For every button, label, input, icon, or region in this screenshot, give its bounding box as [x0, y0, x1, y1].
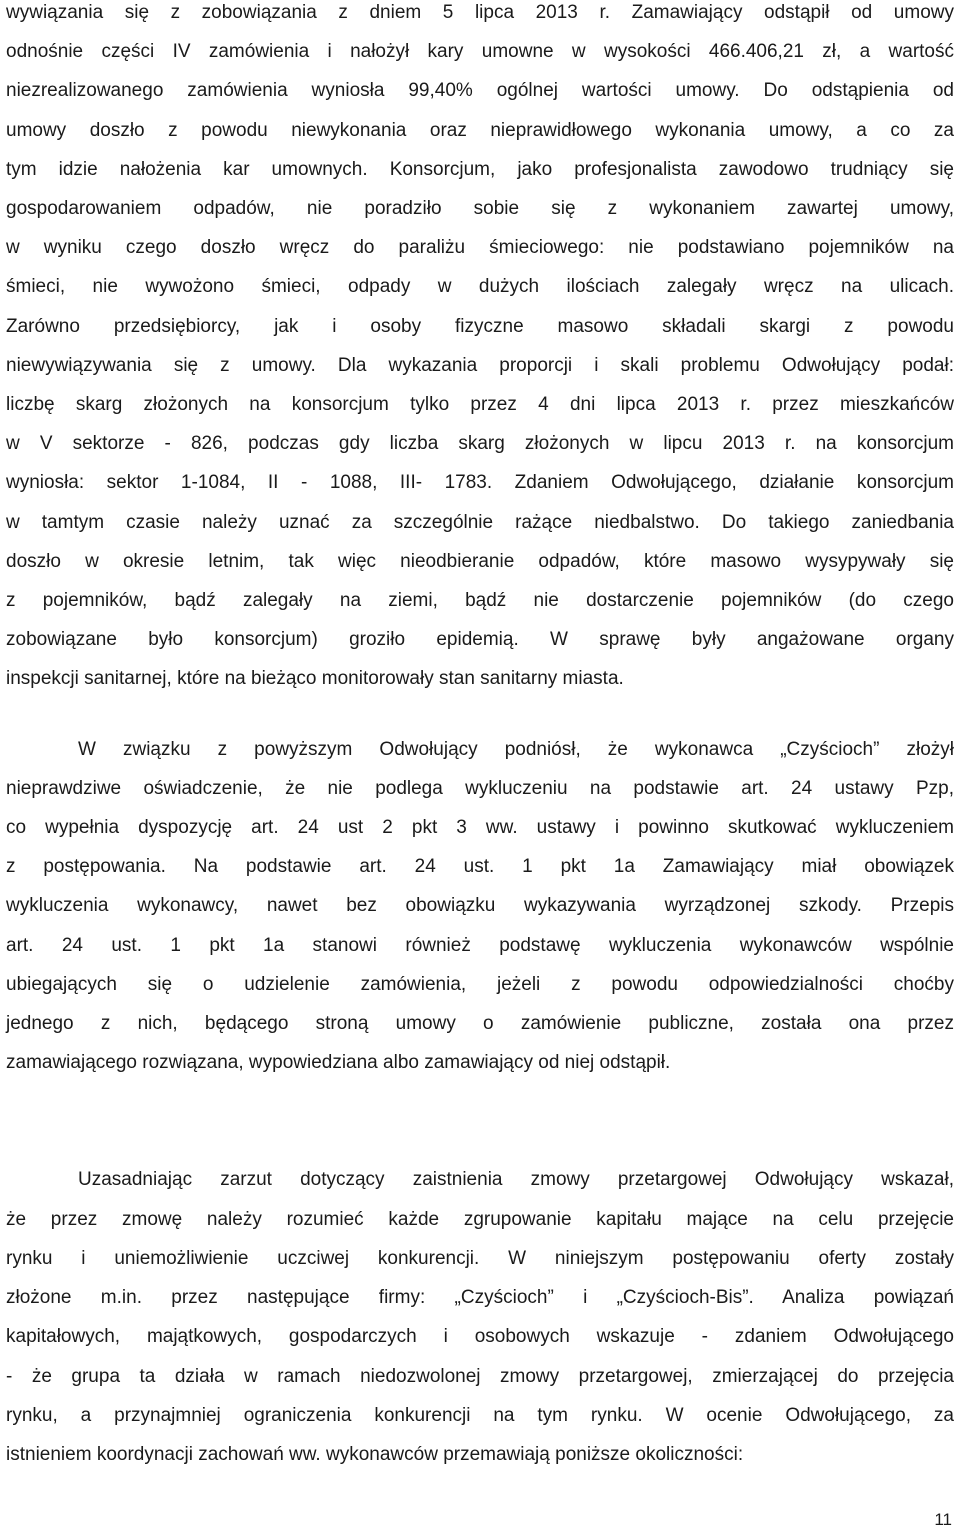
text-line: inspekcji sanitarnej, które na bieżąco monitorowały stan sanitarny miasta. — [6, 668, 624, 690]
text-line: wywiązania się z zobowiązania z dniem 5 lipca 2013 r. Zamawiający odstąpił od umowy — [6, 2, 954, 23]
page-number: 11 — [934, 1510, 952, 1529]
text-line: jednego z nich, będącego stroną umowy o zamówienie publiczne, została ona przez — [6, 1013, 954, 1035]
paragraph-spacer — [6, 1082, 954, 1160]
text-line: liczbę skarg złożonych na konsorcjum tylko przez 4 dni lipca 2013 r. przez mieszkańców — [6, 394, 954, 416]
text-line: w wyniku czego doszło wręcz do paraliżu śmieciowego: nie podstawiano pojemników na — [6, 237, 954, 259]
text-line: gospodarowaniem odpadów, nie poradziło sobie się z wykonaniem zawartej umowy, — [6, 198, 954, 220]
paragraph-false-statement — [6, 730, 954, 1083]
text-line: istnieniem koordynacji zachowań ww. wykonawców przemawiają poniższe okoliczności: — [6, 1443, 744, 1465]
text-line: że przez zmowę należy rozumieć każde zgrupowanie kapitału mające na celu przejęcie — [6, 1208, 954, 1230]
text-line: z postępowania. Na podstawie art. 24 ust. 1 pkt 1a Zamawiający miał obowiązek — [6, 856, 954, 878]
text-line: wykluczenia wykonawcy, nawet bez obowiązku wykazywania wyrządzonej szkody. Przepis — [6, 895, 954, 917]
text-line: Zarówno przedsiębiorcy, jak i osoby fizyczne masowo składali skargi z powodu — [6, 315, 954, 337]
text-line: - że grupa ta działa w ramach niedozwolonej zmowy przetargowej, zmierzającej do przejęcia — [6, 1365, 954, 1387]
text-line: w V sektorze - 826, podczas gdy liczba skarg złożonych w lipcu 2013 r. na konsorcjum — [6, 433, 954, 455]
text-line: nieprawdziwe oświadczenie, że nie podlega wykluczeniu na podstawie art. 24 ustawy Pzp, — [6, 777, 954, 799]
text-line: w tamtym czasie należy uznać za szczególnie rażące niedbalstwo. Do takiego zaniedbania — [6, 511, 954, 533]
paragraph-spacer — [6, 699, 954, 730]
text-line: art. 24 ust. 1 pkt 1a stanowi również podstawę wykluczenia wykonawców wspólnie — [6, 934, 954, 956]
text-line: niewywiązywania się z umowy. Dla wykazania proporcji i skali problemu Odwołujący podał: — [6, 354, 954, 376]
text-line: rynku, a przynajmniej ograniczenia konkurencji na tym rynku. W ocenie Odwołującego, za — [6, 1404, 954, 1426]
paragraph-bid-rigging — [6, 1160, 954, 1474]
text-line: umowy doszło z powodu niewykonania oraz nieprawidłowego wykonania umowy, a co za — [6, 119, 954, 141]
text-line: z pojemników, bądź zalegały na ziemi, bądź nie dostarczenie pojemników (do czego — [6, 590, 954, 612]
text-line: zamawiającego rozwiązana, wypowiedziana albo zamawiający od niej odstąpił. — [6, 1052, 671, 1074]
text-line: Uzasadniając zarzut dotyczący zaistnienia zmowy przetargowej Odwołujący wskazał, — [78, 1169, 954, 1191]
text-line: złożone m.in. przez następujące firmy: „Czyścioch” i „Czyścioch-Bis”. Analiza powiązań — [6, 1287, 954, 1309]
text-line: niezrealizowanego zamówienia wyniosła 99,40% ogólnej wartości umowy. Do odstąpienia od — [6, 80, 954, 102]
text-line: rynku i uniemożliwienie uczciwej konkurencji. W niniejszym postępowaniu oferty zostały — [6, 1247, 954, 1269]
text-line: śmieci, nie wywożono śmieci, odpady w dużych ilościach zalegały wręcz na ulicach. — [6, 276, 954, 298]
text-line: ubiegających się o udzielenie zamówienia, jeżeli z powodu odpowiedzialności choćby — [6, 973, 954, 995]
document-page — [6, 0, 954, 1474]
text-line: kapitałowych, majątkowych, gospodarczych i osobowych wskazuje - zdaniem Odwołującego — [6, 1326, 954, 1348]
text-line: tym idzie nałożenia kar umownych. Konsorcjum, jako profesjonalista zawodowo trudniący się — [6, 158, 954, 180]
text-line: doszło w okresie letnim, tak więc nieodbieranie odpadów, które masowo wysypywały się — [6, 550, 954, 572]
paragraph-contract-termination — [6, 0, 954, 699]
text-line: odnośnie części IV zamówienia i nałożył kary umowne w wysokości 466.406,21 zł, a wartość — [6, 41, 954, 63]
text-line: W związku z powyższym Odwołujący podniósł, że wykonawca „Czyścioch” złożył — [78, 738, 954, 760]
text-line: co wypełnia dyspozycję art. 24 ust 2 pkt 3 ww. ustawy i powinno skutkować wykluczeniem — [6, 817, 954, 839]
text-line: zobowiązane było konsorcjum) groziło epidemią. W sprawę były angażowane organy — [6, 629, 954, 651]
text-line: wyniosła: sektor 1-1084, II - 1088, III- 1783. Zdaniem Odwołującego, działanie konsorcjum — [6, 472, 954, 494]
